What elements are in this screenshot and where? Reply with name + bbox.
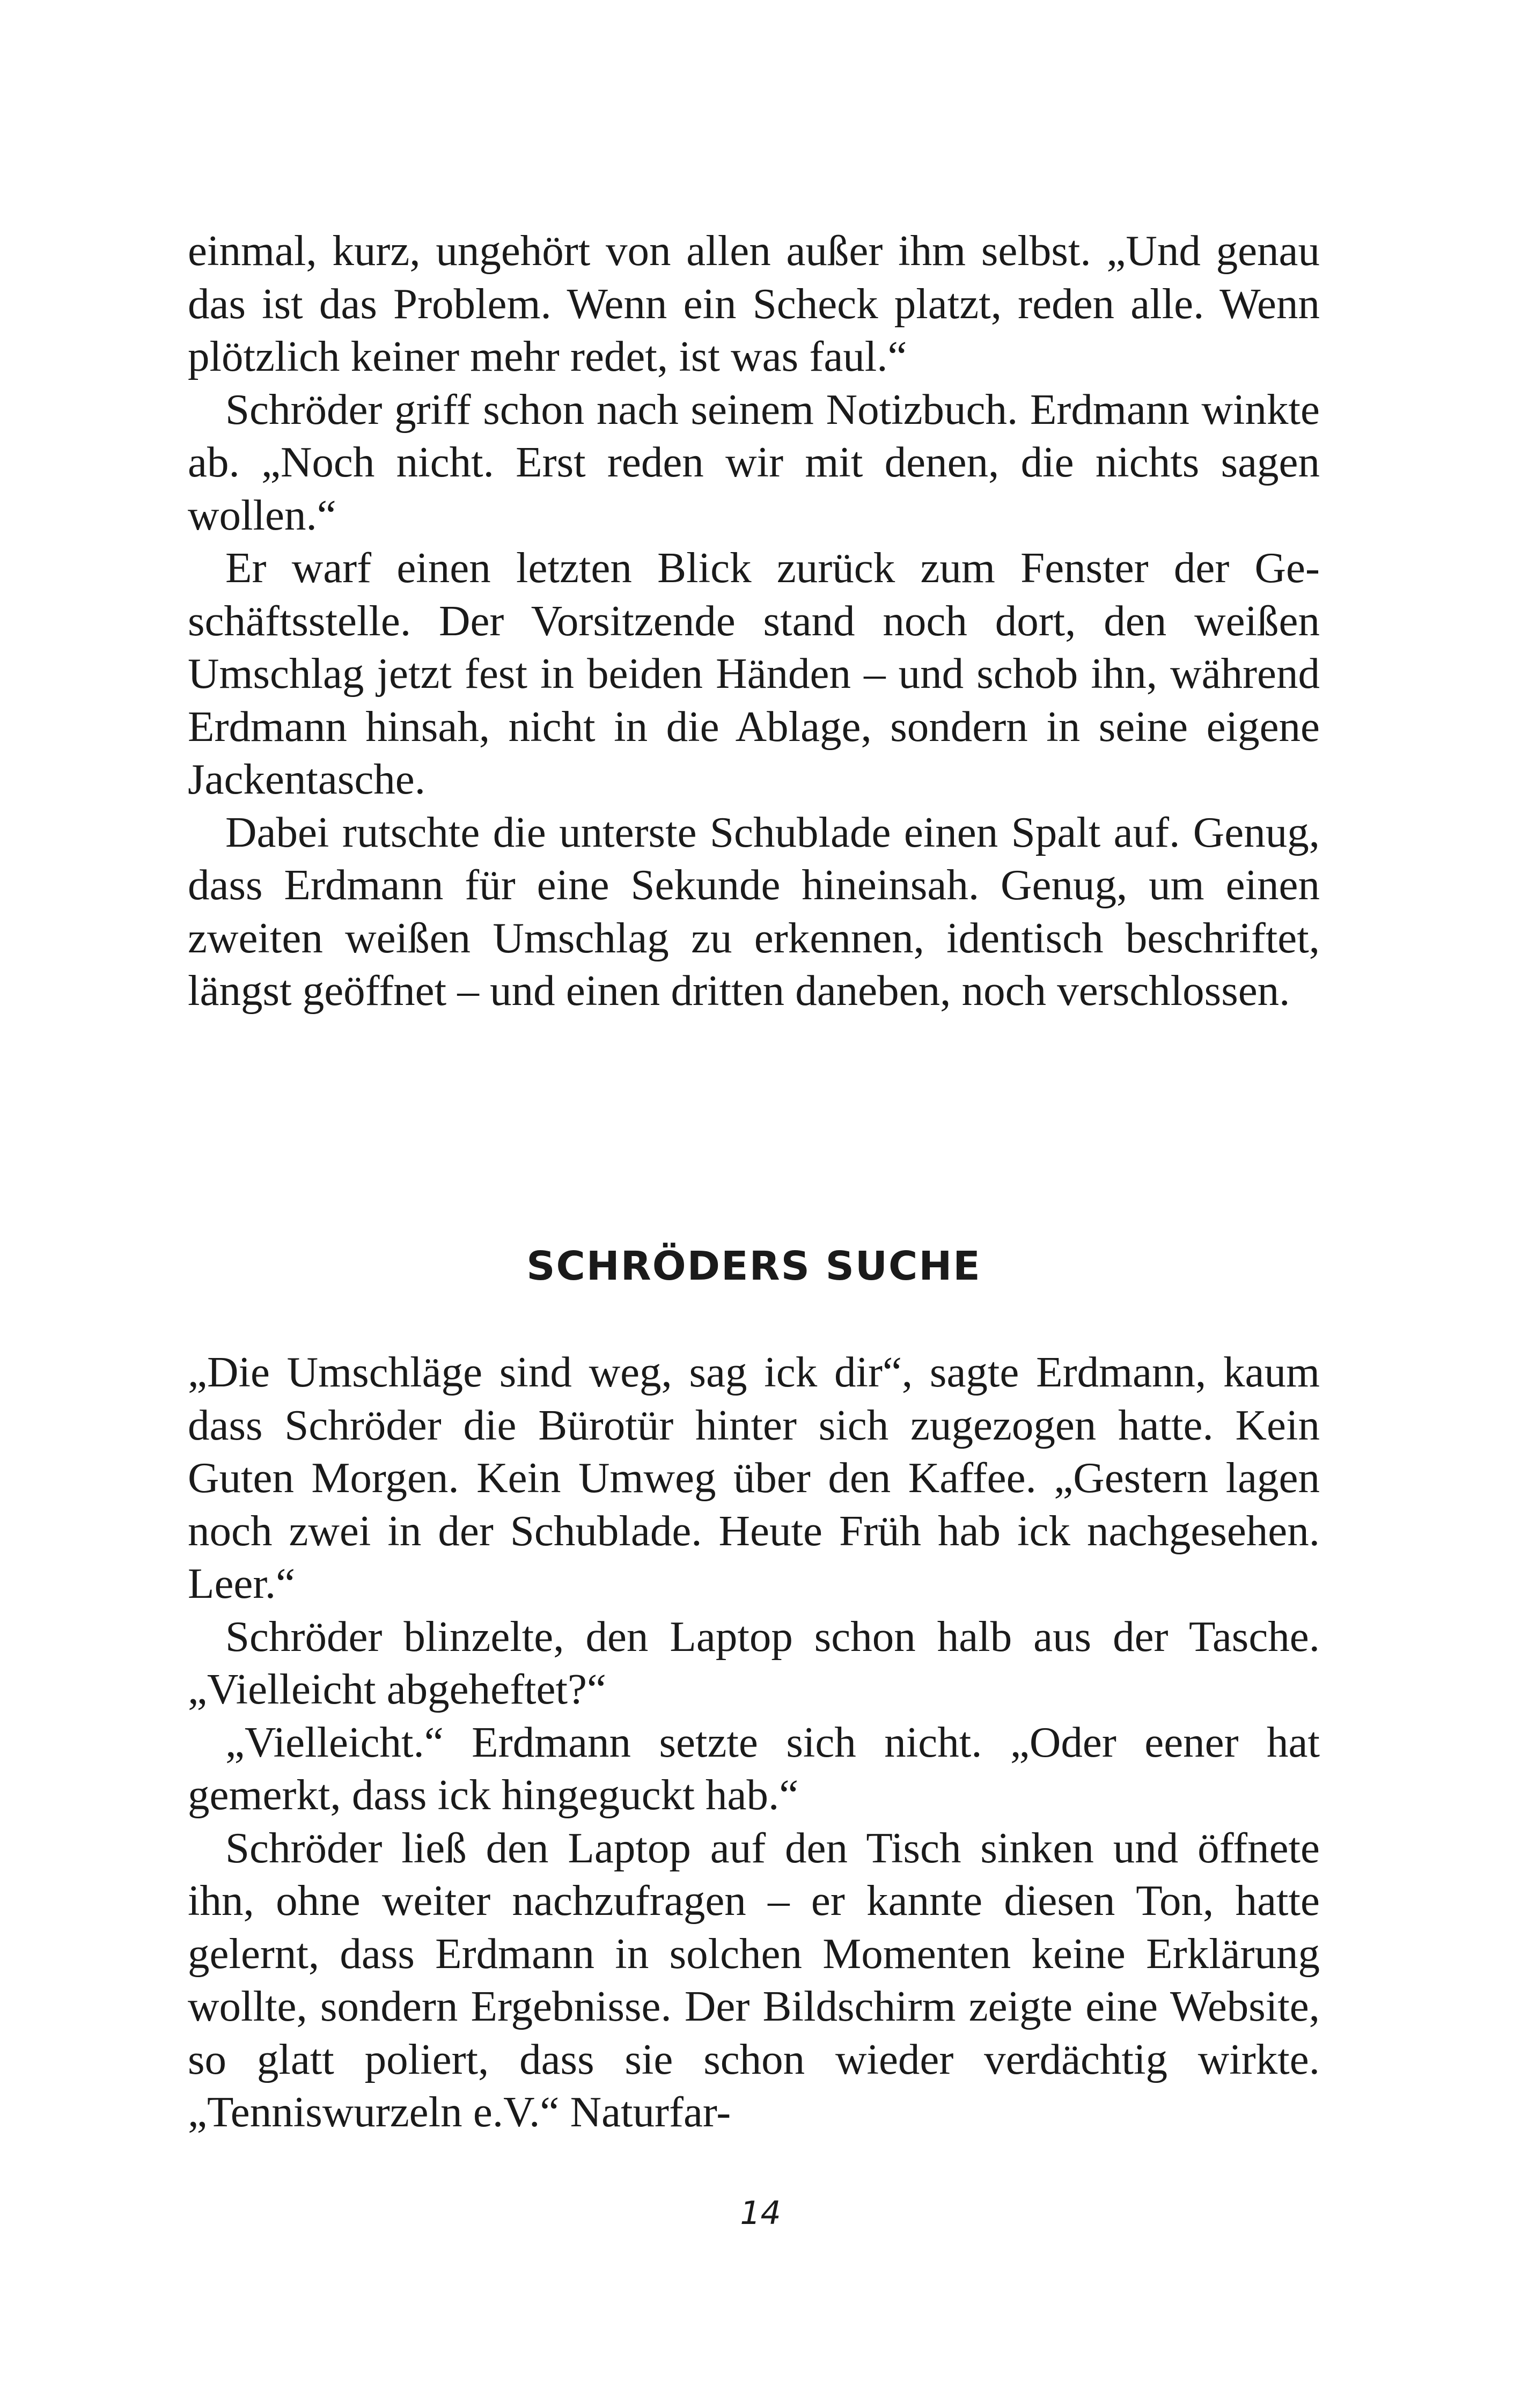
- paragraph: einmal, kurz, ungehört von allen außer ihm selbst. „Und genau das ist das Problem. Wenn ein Scheck platzt, reden alle. Wenn plötzlich keiner mehr redet, ist was faul.“: [188, 226, 1320, 380]
- page-number: 14: [740, 2194, 781, 2232]
- paragraph: Schröder blinzelte, den Laptop schon halb aus der Tasche. „Vielleicht abgeheftet?“: [188, 1612, 1320, 1713]
- paragraph: Dabei rutschte die unterste Schublade einen Spalt auf. Genug, dass Erdmann für eine Sekunde hineinsah. Genug, um einen zweiten weißen Umschlag zu erkennen, identisch beschriftet, längst geöffnet – und einen dritten daneben, noch verschlossen.: [188, 807, 1320, 1015]
- paragraph: Schröder griff schon nach seinem Notizbuch. Erdmann winkte ab. „Noch nicht. Erst reden wir mit denen, die nichts sagen wollen.“: [188, 385, 1320, 539]
- paragraph: Schröder ließ den Laptop auf den Tisch sinken und öffnete ihn, ohne weiter nachzufragen – er kannte diesen Ton, hatte gelernt, dass Erdmann in solchen Momenten keine Erklärung wollte, sondern Ergebnisse. Der Bildschirm zeigte eine Website, so glatt poliert, dass sie schon wieder verdächtig wirkte. „Tenniswurzeln e.V.“ Naturfar-: [188, 1823, 1320, 2136]
- paragraph: Er warf einen letzten Blick zurück zum Fenster der Geschäftsstelle. Der Vorsitzende stand noch dort, den weißen Umschlag jetzt fest in beiden Händen – und schob ihn, während Erdmann hinsah, nicht in die Ablage, sondern in seine eigene Jackentasche.: [188, 544, 1320, 803]
- chapter-heading: SCHRÖDERS SUCHE: [526, 1243, 981, 1289]
- paragraph: „Vielleicht.“ Erdmann setzte sich nicht. „Oder eener hat gemerkt, dass ick hingeguckt hab.“: [188, 1717, 1320, 1819]
- text-block-bottom: [188, 1346, 1320, 2139]
- paragraph: „Die Umschläge sind weg, sag ick dir“, sagte Erdmann, kaum dass Schröder die Bürotür hinter sich zugezogen hatte. Kein Guten Morgen. Kein Umweg über den Kaffee. „Gestern lagen noch zwei in der Schublade. Heute Früh hab ick nachgesehen. Leer.“: [188, 1348, 1320, 1607]
- text-block-top: [188, 224, 1320, 1017]
